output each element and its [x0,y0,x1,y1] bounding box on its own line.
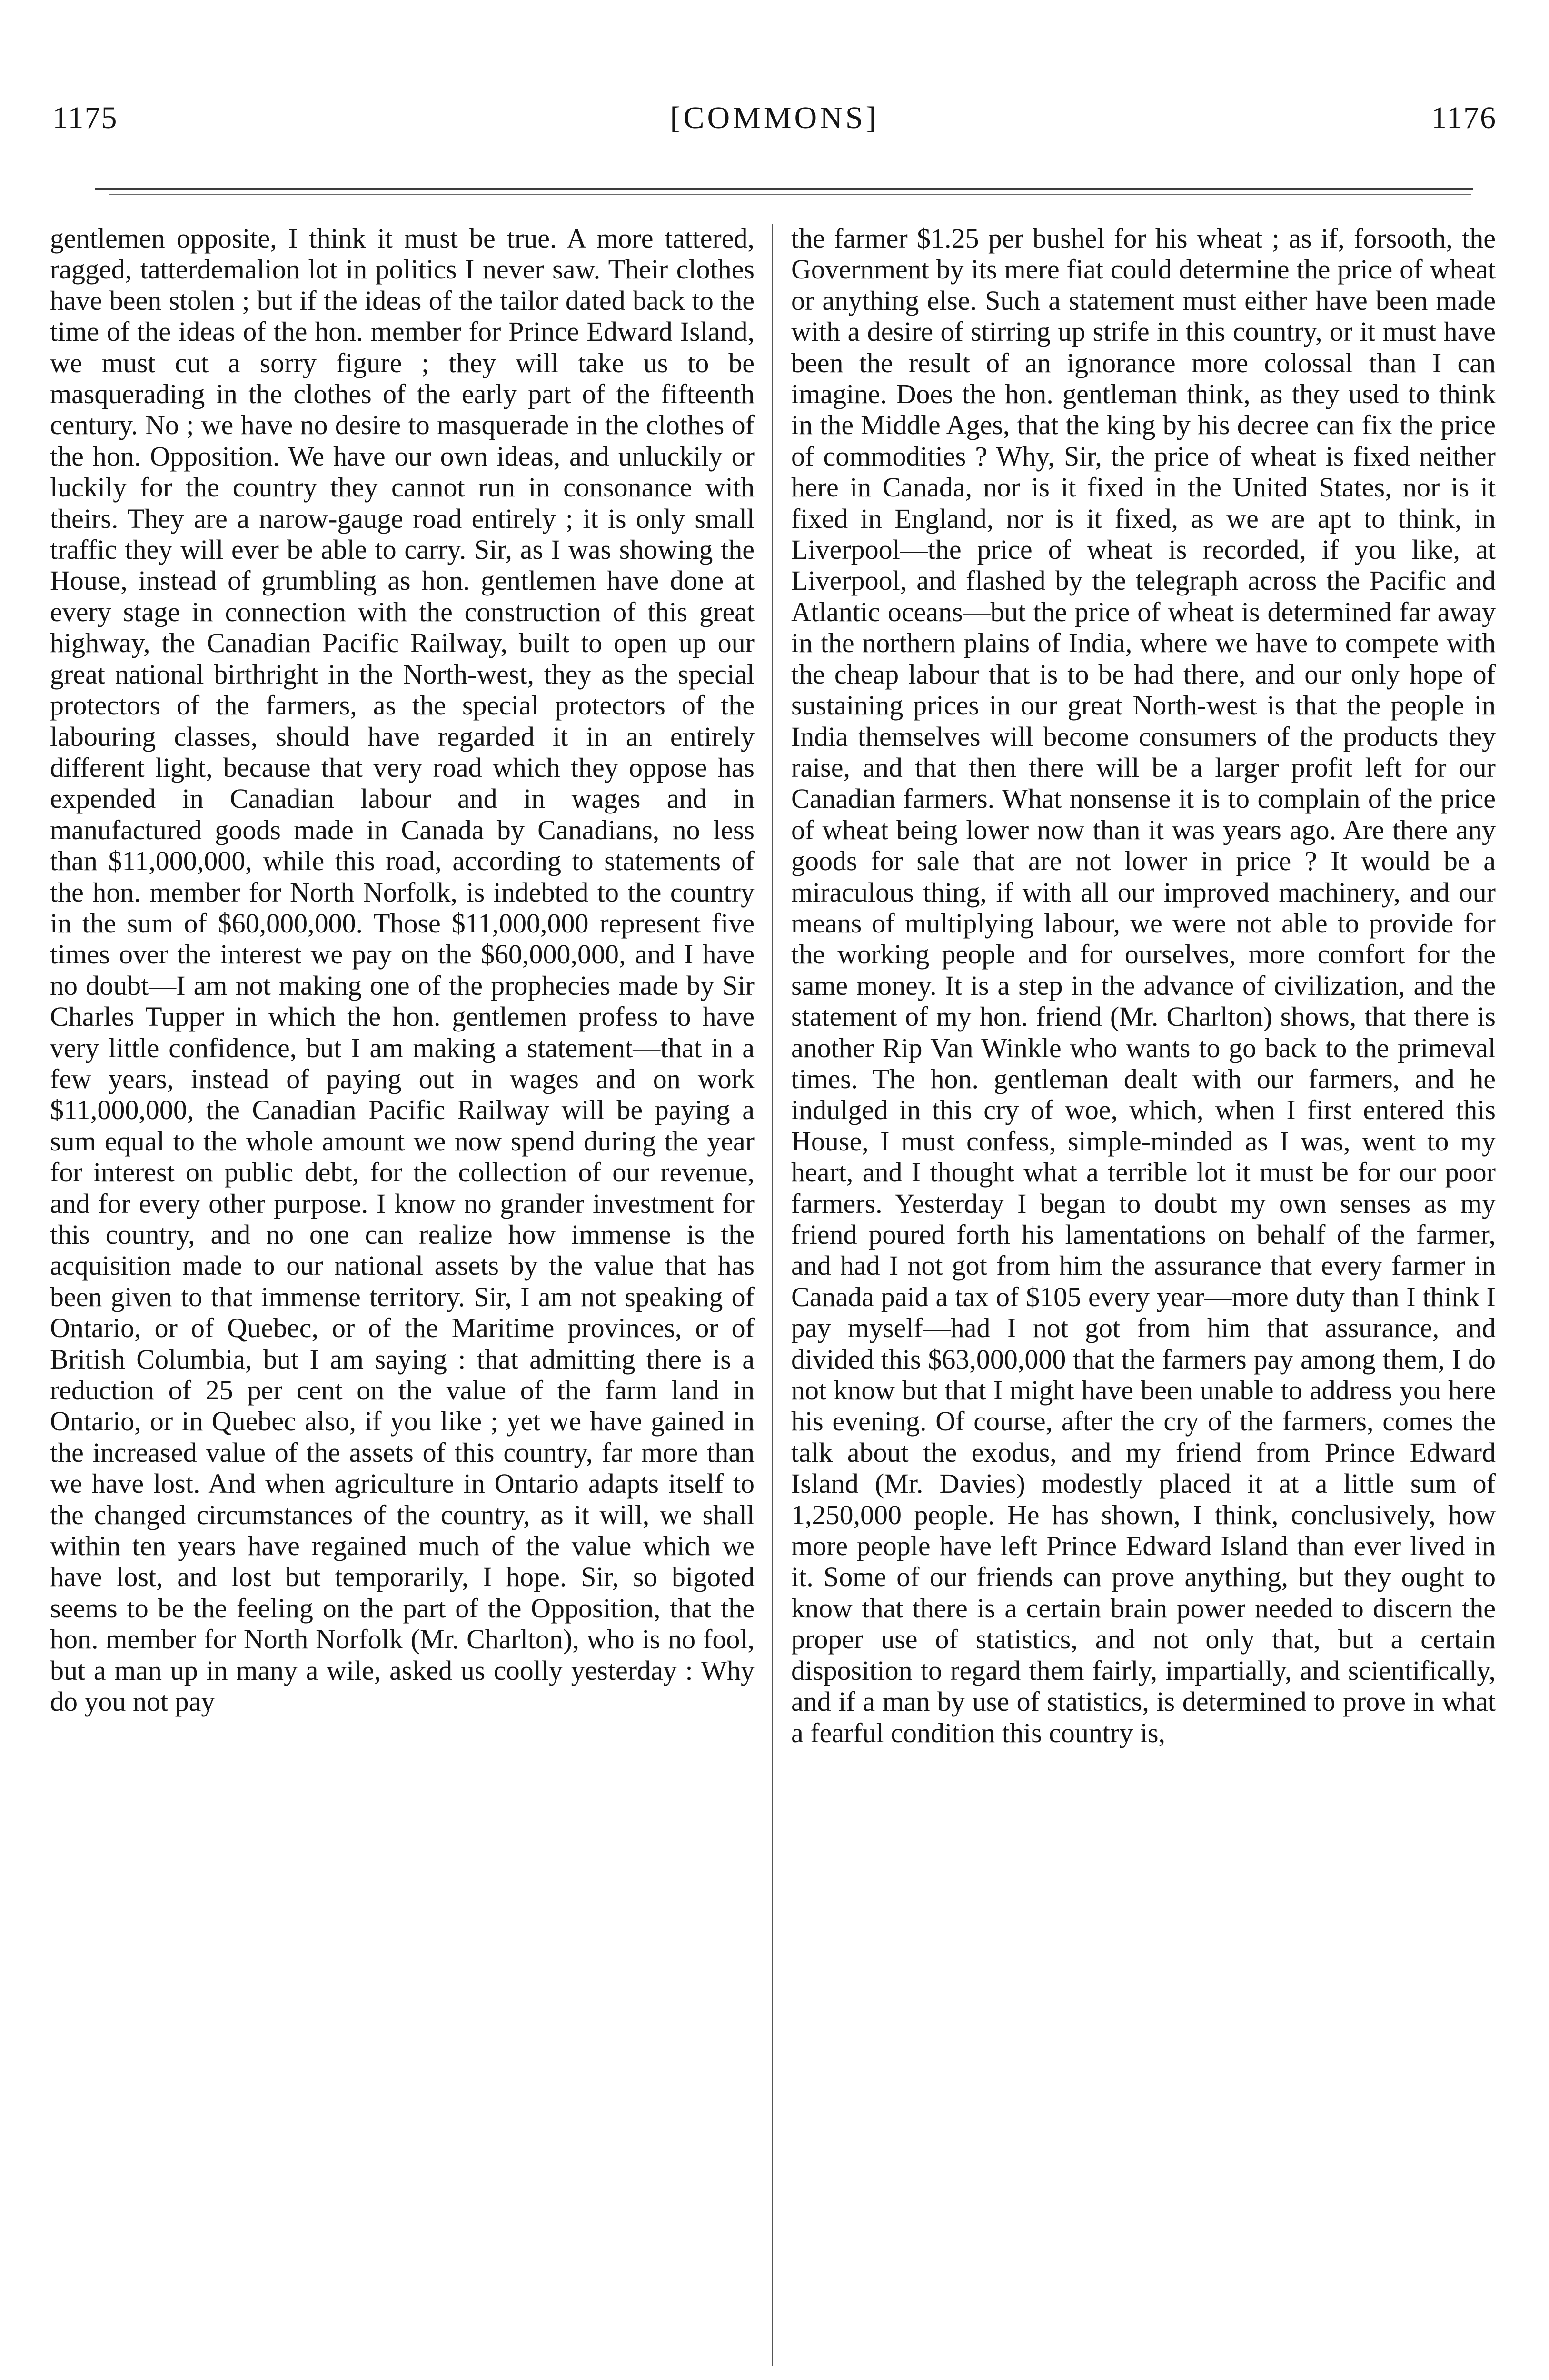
page-number-right: 1176 [1431,100,1497,135]
page-header [0,100,1549,157]
running-title: [COMMONS] [670,100,879,135]
text-column-left [50,223,755,1717]
page-number-left: 1175 [52,100,118,135]
header-rule-thin [109,194,1471,195]
column-divider [772,224,773,2366]
text-column-right [791,223,1496,1748]
column-right-text: the farmer $1.25 per bushel for his wheat ; as if, forsooth, the Government by its mere fiat could determine the price of wheat or anything else. Such a statement must either have been made with a desire of stirring up strife in this country, or it must have been the result of an ignorance more colossal than I can imagine. Does the hon. gentleman think, as they used to think in the Middle Ages, that the king by his decree can fix the price of commodities ? Why, Sir, the price of wheat is fixed neither here in Canada, nor is it fixed in the United States, nor is it fixed in England, nor is it fixed, as we are apt to think, in Liverpool—the price of wheat is recorded, if you like, at Liverpool, and flashed by the telegraph across the Pacific and Atlantic oceans—but the price of wheat is determined far away in the northern plains of India, where we have to compete with the cheap labour that is to be had there, and our only hope of sustaining prices in our great North-west is that the people in India themselves will become consumers of the products they raise, and that then there will be a larger profit left for our Canadian farmers. What nonsense it is to complain of the price of wheat being lower now than it was years ago. Are there any goods for sale that are not lower in price ? It would be a miraculous thing, if with all our improved machinery, and our means of multiplying labour, we were not able to provide for the working people and for ourselves, more comfort for the same money. It is a step in the advance of civilization, and the statement of my hon. friend (Mr. Charlton) shows, that there is another Rip Van Winkle who wants to go back to the primeval times. The hon. gentleman dealt with our farmers, and he indulged in this cry of woe, which, when I first entered this House, I must confess, simple-minded as I was, went to my heart, and I thought what a terrible lot it must be for our poor farmers. Yesterday I began to doubt my own senses as my friend poured forth his lamentations on behalf of the farmer, and had I not got from him the assurance that every farmer in Canada paid a tax of $105 every year—more duty than I think I pay myself—had I not got from him that assurance, and divided this $63,000,000 that the farmers pay among them, I do not know but that I might have been unable to address you here his evening. Of course, after the cry of the farmers, comes the talk about the exodus, and my friend from Prince Edward Island (Mr. Davies) modestly placed it at a little sum of 1,250,000 people. He has shown, I think, conclusively, how more people have left Prince Edward Island than ever lived in it. Some of our friends can prove anything, but they ought to know that there is a certain brain power needed to discern the proper use of statistics, and not only that, but a certain disposition to regard them fairly, impartially, and scientifically, and if a man by use of statistics, is determined to prove in what a fearful condition this country is, [791,223,1496,1748]
header-rule [95,188,1473,190]
column-left-text: gentlemen opposite, I think it must be true. A more tattered, ragged, tatterdemalion lot in politics I never saw. Their clothes have been stolen ; but if the ideas of the tailor dated back to the time of the ideas of the hon. member for Prince Edward Island, we must cut a sorry figure ; they will take us to be masquerading in the clothes of the early part of the fifteenth century. No ; we have no desire to masquerade in the clothes of the hon. Opposition. We have our own ideas, and unluckily or luckily for the country they cannot run in consonance with theirs. They are a narow-gauge road entirely ; it is only small traffic they will ever be able to carry. Sir, as I was showing the House, instead of grumbling as hon. gentlemen have done at every stage in connection with the construction of this great highway, the Canadian Pacific Railway, built to open up our great national birthright in the North-west, they as the special protectors of the farmers, as the special protectors of the labouring classes, should have regarded it in an entirely different light, because that very road which they oppose has expended in Canadian labour and in wages and in manufactured goods made in Canada by Canadians, no less than $11,000,000, while this road, according to statements of the hon. member for North Norfolk, is indebted to the country in the sum of $60,000,000. Those $11,000,000 represent five times over the interest we pay on the $60,000,000, and I have no doubt—I am not making one of the prophecies made by Sir Charles Tupper in which the hon. gentlemen profess to have very little confidence, but I am making a statement—that in a few years, instead of paying out in wages and on work $11,000,000, the Canadian Pacific Railway will be paying a sum equal to the whole amount we now spend during the year for interest on public debt, for the collection of our revenue, and for every other purpose. I know no grander investment for this country, and no one can realize how immense is the acquisition made to our national assets by the value that has been given to that immense territory. Sir, I am not speaking of Ontario, or of Quebec, or of the Maritime provinces, or of British Columbia, but I am saying : that admitting there is a reduction of 25 per cent on the value of the farm land in Ontario, or in Quebec also, if you like ; yet we have gained in the increased value of the assets of this country, far more than we have lost. And when agriculture in Ontario adapts itself to the changed circumstances of the country, as it will, we shall within ten years have regained much of the value which we have lost, and lost but temporarily, I hope. Sir, so bigoted seems to be the feeling on the part of the Opposition, that the hon. member for North Norfolk (Mr. Charlton), who is no fool, but a man up in many a wile, asked us coolly yesterday : Why do you not pay [50,223,755,1717]
